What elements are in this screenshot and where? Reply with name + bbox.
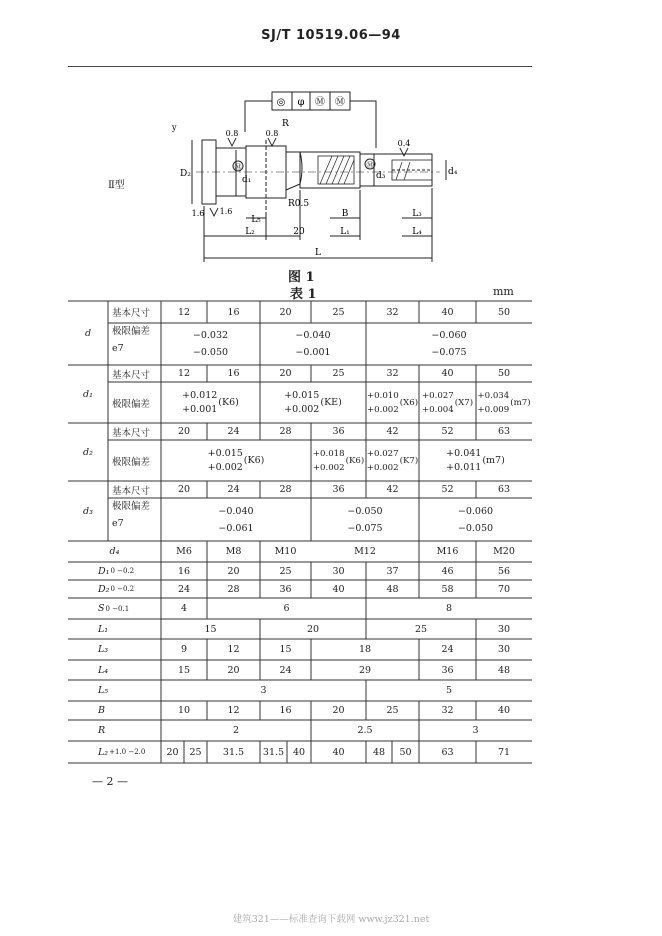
dev-lower: +0.004 [421, 404, 454, 415]
L4-value: 24 [279, 664, 292, 676]
row-B-label: B [98, 705, 105, 716]
dim-d2: D₂ [180, 169, 191, 179]
d4-value: M12 [354, 546, 376, 557]
L2-value: 50 [399, 746, 412, 758]
d1-size: 32 [386, 368, 399, 379]
d-size: 25 [332, 306, 345, 318]
d2-size: 24 [227, 426, 240, 437]
d1-size: 40 [441, 368, 454, 379]
dev-lower: −0.001 [295, 347, 331, 358]
dim-d4: d₄ [448, 167, 458, 177]
d2-size: 28 [279, 426, 292, 437]
fit-class: (m7) [482, 455, 505, 466]
table-caption: 表 1 [290, 287, 317, 302]
d3-dev-label-text: 极限偏差 [112, 501, 151, 512]
row-L1-label: L₁ [98, 623, 109, 635]
row-d4-label: d₄ [109, 546, 120, 557]
d-size: 16 [227, 306, 240, 318]
dim-y: y [172, 123, 177, 132]
R-value: 2.5 [357, 725, 373, 736]
L2-value: 31.5 [222, 746, 245, 758]
d3-size: 28 [279, 484, 292, 495]
unit-label: mm [493, 285, 514, 298]
S-symbol: S [98, 603, 105, 614]
L3-value: 24 [441, 644, 454, 655]
d1-nominal-label: 基本尺寸 [112, 369, 151, 381]
L2-symbol: L₂ [98, 746, 109, 758]
dim-l: L [315, 248, 321, 258]
d4-value: M6 [176, 546, 192, 557]
d3-nominal-label: 基本尺寸 [112, 485, 151, 497]
L2-value: 71 [497, 746, 511, 758]
L3-value: 9 [180, 644, 188, 655]
type-label: Ⅱ型 [108, 180, 125, 191]
d4-value: M10 [274, 546, 297, 557]
watermark: 建筑321——标准查询下载网 www.jz321.net [232, 914, 430, 925]
B-value: 10 [177, 705, 191, 716]
dev-upper: −0.040 [218, 505, 254, 517]
dev-lower: +0.001 [182, 403, 218, 415]
d-size: 20 [279, 306, 292, 318]
L1-value: 25 [414, 623, 428, 635]
row-L3-label: L₃ [98, 644, 109, 655]
fit-class: (K7) [399, 455, 419, 466]
tol-sym-1: ◎ [276, 97, 286, 108]
D2-value: 40 [332, 583, 345, 595]
d2-size: 36 [332, 426, 345, 437]
d2-nominal-label: 基本尺寸 [112, 427, 151, 439]
D1-value: 46 [441, 565, 454, 577]
row-d-symbol: d [84, 327, 92, 339]
d3-dev [419, 498, 532, 541]
ra-0-8b: 0.8 [265, 129, 279, 138]
d3-size: 52 [441, 484, 454, 495]
R-value: 3 [472, 725, 479, 736]
d-dev [260, 323, 366, 365]
S-value: 8 [445, 603, 453, 614]
ra-1-6a: 1.6 [191, 209, 205, 218]
d-dev [161, 323, 260, 365]
dev-upper: −0.040 [295, 330, 331, 341]
ra-0-4: 0.4 [397, 139, 411, 148]
L5-value: 3 [260, 685, 267, 696]
L3-value: 30 [497, 644, 511, 655]
B-value: 25 [386, 705, 399, 716]
D2-value: 24 [177, 583, 191, 595]
D1-value: 16 [177, 565, 191, 577]
L2-value: 40 [332, 746, 345, 758]
dev-lower: +0.002 [207, 461, 243, 473]
B-value: 12 [227, 705, 240, 716]
d2-size: 63 [497, 426, 511, 437]
dev-lower: +0.002 [312, 462, 345, 473]
S-tol: 0 −0.1 [105, 604, 130, 613]
d3-dev-label-e7: e7 [112, 518, 124, 529]
fit-class: (X7) [454, 397, 474, 408]
D1-symbol: D₁ [98, 565, 110, 577]
dev-upper: +0.015 [207, 447, 243, 459]
d1-dev [366, 382, 419, 423]
d-dev-label-text: 极限偏差 [112, 326, 151, 337]
d-dev [366, 323, 532, 365]
L2-value: 25 [189, 746, 202, 758]
L2-tol: +1.0 −2.0 [109, 748, 146, 756]
dev-lower: −0.061 [218, 522, 254, 534]
d3-dev [161, 498, 311, 541]
m-marker-1: Ⓜ [234, 163, 242, 171]
L2-value: 63 [441, 746, 454, 758]
dim-b: B [341, 209, 349, 219]
B-value: 40 [497, 705, 511, 716]
dim-l2: L₂ [245, 227, 255, 237]
d1-size: 12 [177, 368, 191, 379]
L5-value: 5 [445, 685, 453, 696]
dev-upper: −0.032 [192, 330, 229, 341]
dev-upper: +0.027 [366, 448, 399, 459]
dev-lower: −0.075 [431, 347, 467, 358]
row-L4-label: L₄ [98, 664, 109, 676]
d-size: 50 [497, 306, 511, 318]
dev-upper: +0.041 [446, 447, 482, 459]
L2-value: 48 [372, 746, 386, 758]
R-value: 2 [232, 725, 240, 736]
S-value: 4 [180, 603, 188, 614]
row-d2-symbol: d₂ [83, 446, 93, 458]
d3-size: 20 [177, 484, 191, 495]
d2-dev [366, 440, 419, 481]
dim-l4: L₄ [412, 227, 422, 237]
ra-1-6b: 1.6 [219, 207, 233, 216]
d-size: 12 [177, 306, 191, 318]
tol-sym-2: φ [297, 97, 305, 108]
row-D1-label [68, 562, 161, 580]
dim-r05: R0.5 [288, 199, 310, 209]
row-D2-label [68, 580, 161, 598]
tol-sym-3: Ⓜ [315, 97, 325, 108]
dev-lower: +0.002 [284, 403, 320, 415]
B-value: 16 [279, 705, 292, 716]
L4-value: 15 [177, 664, 191, 676]
d3-size: 42 [386, 484, 399, 495]
L4-value: 36 [441, 664, 454, 676]
d3-size: 24 [227, 484, 240, 495]
d4-value: M8 [225, 546, 242, 557]
d2-size: 20 [177, 426, 191, 437]
d2-dev-label: 极限偏差 [112, 456, 151, 468]
d4-value: M16 [436, 546, 459, 557]
row-S-label [68, 598, 161, 619]
page-number: — 2 — [92, 775, 128, 788]
d1-dev [161, 382, 260, 423]
L2-value: 40 [292, 746, 306, 758]
row-d1-symbol: d₁ [83, 388, 93, 400]
dev-upper: +0.034 [477, 390, 510, 401]
L1-value: 15 [204, 623, 217, 635]
D2-value: 58 [441, 583, 454, 595]
d2-dev [161, 440, 311, 481]
d2-size: 52 [441, 426, 454, 437]
d1-dev-label: 极限偏差 [112, 398, 151, 410]
dev-upper: +0.027 [421, 390, 454, 401]
fit-class: (K6) [218, 397, 239, 408]
D1-value: 25 [279, 565, 292, 577]
dev-upper: −0.060 [457, 505, 494, 517]
dim-20: 20 [293, 227, 305, 237]
dev-upper: +0.015 [284, 389, 320, 401]
dev-upper: −0.050 [347, 505, 383, 517]
d-size: 32 [386, 306, 399, 318]
dev-upper: +0.012 [182, 389, 218, 401]
d4-value: M20 [493, 546, 515, 557]
L3-value: 12 [227, 644, 240, 655]
L4-value: 29 [358, 664, 372, 676]
L1-value: 30 [497, 623, 511, 635]
dev-lower: −0.075 [347, 522, 383, 534]
d1-dev [476, 382, 532, 423]
dim-l1: L₁ [340, 227, 350, 237]
L4-value: 20 [227, 664, 240, 676]
fit-class: (K6) [345, 455, 365, 466]
S-value: 6 [283, 603, 290, 614]
dim-r: R [282, 119, 289, 129]
B-value: 32 [441, 705, 454, 716]
dev-lower: +0.011 [446, 461, 482, 473]
D1-value: 30 [332, 565, 345, 577]
D1-value: 37 [386, 565, 399, 577]
ra-0-8a: 0.8 [225, 129, 239, 138]
L2-value: 20 [166, 746, 179, 758]
d2-dev [419, 440, 532, 481]
d1-size: 50 [497, 368, 511, 379]
D1-tol: 0 −0.2 [110, 567, 135, 575]
dim-d3: d₃ [376, 171, 386, 181]
row-d3-symbol: d₃ [83, 505, 93, 517]
L3-value: 18 [358, 644, 372, 655]
fit-class: (X6) [399, 397, 419, 408]
d2-dev [311, 440, 366, 481]
fit-class: (KE) [320, 397, 342, 408]
dim-d1: d₁ [242, 175, 252, 185]
D1-value: 20 [227, 565, 240, 577]
d3-dev [311, 498, 419, 541]
D2-tol: 0 −0.2 [110, 585, 135, 593]
figure-caption: 图 1 [288, 270, 315, 285]
dev-lower: −0.050 [457, 522, 494, 534]
m-marker-2: Ⓜ [366, 161, 374, 169]
dev-lower: +0.009 [477, 404, 510, 415]
B-value: 20 [332, 705, 345, 716]
D2-value: 70 [497, 583, 511, 595]
D2-value: 28 [227, 583, 240, 595]
L3-value: 15 [279, 644, 292, 655]
L2-value: 31.5 [262, 746, 285, 758]
fit-class: (m7) [510, 397, 531, 408]
dev-lower: +0.002 [366, 462, 399, 473]
d-dev-label [108, 323, 161, 365]
d3-size: 63 [497, 484, 511, 495]
d1-size: 20 [279, 368, 292, 379]
d1-size: 25 [332, 368, 345, 379]
D2-symbol: D₂ [98, 583, 110, 595]
d-dev-label-e7: e7 [112, 343, 124, 354]
dev-upper: −0.060 [431, 330, 467, 341]
d1-dev [260, 382, 366, 423]
standard-code: SJ/T 10519.06—94 [261, 28, 401, 43]
dev-lower: +0.002 [366, 404, 399, 415]
L4-value: 48 [497, 664, 511, 676]
d-nominal-label: 基本尺寸 [112, 308, 151, 319]
d1-size: 16 [227, 368, 240, 379]
L1-value: 20 [306, 623, 320, 635]
row-L2-label [68, 741, 161, 763]
d3-dev-label [108, 498, 161, 541]
d1-dev [419, 382, 476, 423]
d-size: 40 [441, 306, 454, 318]
fit-class: (K6) [243, 455, 265, 466]
dev-upper: +0.018 [312, 448, 345, 459]
d3-size: 36 [332, 484, 345, 495]
dim-l3: L₃ [412, 209, 422, 219]
row-R-label: R [98, 725, 106, 736]
row-L5-label: L₅ [98, 685, 109, 696]
D2-value: 48 [386, 583, 399, 595]
d2-size: 42 [386, 426, 399, 437]
D2-value: 36 [279, 583, 292, 595]
tol-sym-4: Ⓜ [335, 97, 345, 108]
dev-lower: −0.050 [192, 347, 229, 358]
dim-l5: L₅ [251, 215, 261, 225]
dev-upper: +0.010 [366, 390, 399, 401]
D1-value: 56 [497, 565, 511, 577]
